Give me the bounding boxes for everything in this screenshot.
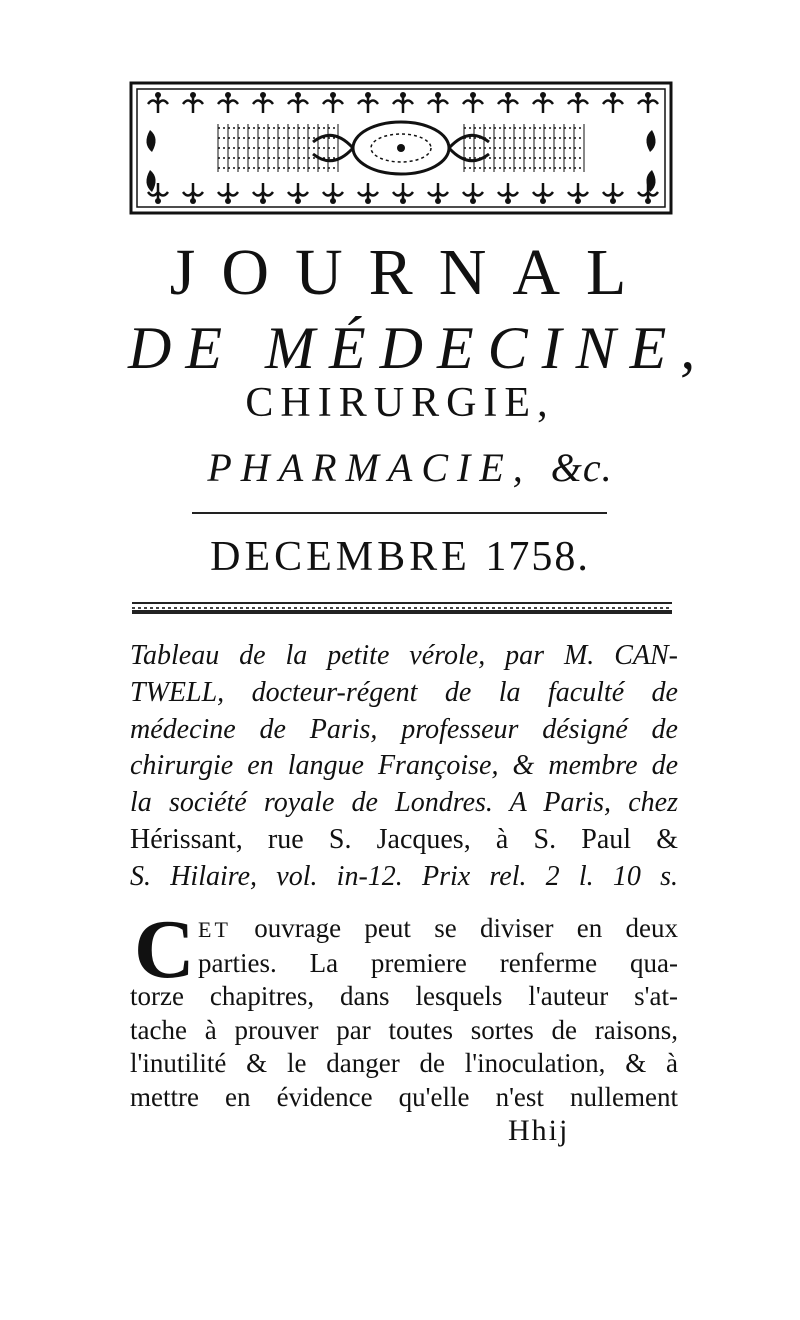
ornament-top-frieze bbox=[148, 92, 658, 113]
body-line: l'inutilité & le danger de l'inoculation, & à bbox=[130, 1048, 678, 1079]
body-line: tache à prouver par toutes sortes de raisons, bbox=[130, 1014, 678, 1045]
issue-year: 1758. bbox=[485, 534, 590, 580]
reference-line: la société royale de Londres. A Paris, chez bbox=[130, 787, 678, 819]
body-line bbox=[130, 912, 678, 947]
section-rule bbox=[132, 602, 672, 614]
signature-mark: Hhij bbox=[508, 1114, 570, 1147]
issue-month: DECEMBRE bbox=[210, 534, 471, 580]
reference-line: Tableau de la petite vérole, par M. CAN- bbox=[130, 640, 678, 671]
headpiece-ornament bbox=[128, 80, 674, 216]
book-reference bbox=[130, 638, 678, 896]
ornament-corner-leaves bbox=[146, 130, 655, 192]
body-line: mettre en évidence qu'elle n'est nullement bbox=[130, 1081, 678, 1112]
reference-line: chirurgie en langue Françoise, & membre de bbox=[130, 750, 678, 782]
body-line-text: ouvrage peut se diviser en deux bbox=[254, 913, 679, 943]
journal-subtitle-chirurgie: CHIRURGIE, bbox=[245, 380, 555, 426]
drop-cap: C bbox=[134, 903, 195, 996]
ornament-center-medallion bbox=[313, 122, 489, 174]
first-word: ET bbox=[198, 917, 231, 942]
journal-subtitle-medecine: DE MÉDECINE, bbox=[128, 315, 710, 381]
ornament-left-lattice bbox=[218, 124, 338, 172]
body-line: torze chapitres, dans lesquels l'auteur s'at- bbox=[130, 981, 678, 1012]
journal-subtitle-pharmacie bbox=[170, 445, 650, 490]
article-body bbox=[130, 912, 678, 1115]
reference-line: TWELL, docteur-régent de la faculté de bbox=[130, 676, 678, 708]
pharmacie-etc: &c. bbox=[550, 445, 613, 490]
ornament-right-lattice bbox=[464, 124, 584, 172]
pharmacie-word: PHARMACIE, bbox=[207, 445, 532, 490]
title-rule bbox=[192, 512, 607, 514]
ornament-bottom-frieze bbox=[148, 183, 658, 204]
issue-date bbox=[0, 536, 800, 578]
body-line: parties. La premiere renferme qua- bbox=[198, 947, 678, 978]
journal-title: JOURNAL bbox=[169, 236, 653, 309]
reference-line: Hérissant, rue S. Jacques, à S. Paul & bbox=[130, 823, 678, 855]
reference-line: médecine de Paris, professeur désigné de bbox=[130, 713, 678, 745]
reference-line: S. Hilaire, vol. in-12. Prix rel. 2 l. 10 s. bbox=[130, 860, 678, 892]
